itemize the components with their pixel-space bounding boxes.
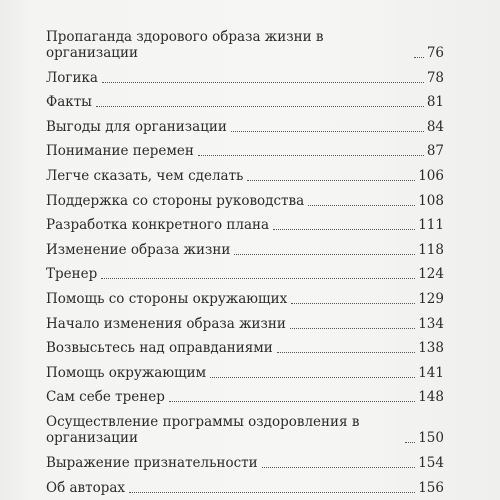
toc-entry-title: Факты xyxy=(46,94,92,111)
toc-entry-page: 154 xyxy=(418,454,444,471)
toc-entry-page: 106 xyxy=(418,167,444,184)
toc-entry xyxy=(46,86,444,111)
toc-entry-page: 108 xyxy=(418,192,444,209)
toc-entry-page: 124 xyxy=(418,266,444,283)
toc-entry-title: Выражение признательности xyxy=(46,454,258,471)
table-of-contents xyxy=(46,20,444,496)
toc-entry-page: 129 xyxy=(418,290,444,307)
toc-entry xyxy=(46,20,444,61)
dot-leader xyxy=(262,467,416,468)
dot-leader xyxy=(277,352,415,353)
toc-entry-title: Понимание перемен xyxy=(46,143,194,160)
dot-leader xyxy=(291,303,415,304)
toc-entry-title: Изменение образа жизни xyxy=(46,241,231,258)
toc-entry-page: 87 xyxy=(426,143,444,160)
toc-entry-title: Об авторах xyxy=(46,479,126,496)
dot-leader xyxy=(290,328,415,329)
toc-entry-page: 81 xyxy=(426,94,444,111)
dot-leader xyxy=(234,254,415,255)
toc-entry-title: Тренер xyxy=(46,266,98,283)
dot-leader xyxy=(210,377,415,378)
toc-entry xyxy=(46,110,444,135)
toc-entry-title: Разработка конкретного плана xyxy=(46,217,270,234)
toc-entry xyxy=(46,61,444,86)
toc-entry-title: Поддержка со стороны руководства xyxy=(46,192,305,209)
toc-entry-page: 76 xyxy=(426,45,444,61)
toc-entry xyxy=(46,282,444,307)
toc-entry-title: Осуществление программы оздоровления в организации xyxy=(46,414,360,447)
toc-entry-page: 148 xyxy=(418,389,444,406)
dot-leader xyxy=(231,131,424,132)
toc-entry-title: Логика xyxy=(46,69,98,86)
toc-entry-page: 138 xyxy=(418,340,444,357)
dot-leader xyxy=(102,82,424,83)
toc-entry-page: 84 xyxy=(426,118,444,135)
dot-leader xyxy=(308,205,415,206)
toc-entry xyxy=(46,184,444,209)
dot-leader xyxy=(96,106,424,107)
dot-leader xyxy=(247,180,415,181)
toc-entry-page: 78 xyxy=(426,69,444,86)
toc-entry-title: Пропаганда здорового образа жизни в организации xyxy=(46,29,324,61)
dot-leader xyxy=(198,155,424,156)
toc-entry xyxy=(46,233,444,258)
toc-entry xyxy=(46,258,444,283)
toc-entry xyxy=(46,135,444,160)
toc-entry-title: Сам себе тренер xyxy=(46,389,165,406)
toc-entry xyxy=(46,332,444,357)
toc-entry-page: 141 xyxy=(418,364,444,381)
toc-entry xyxy=(46,209,444,234)
toc-entry-page: 156 xyxy=(418,479,444,496)
toc-entry-page: 134 xyxy=(418,315,444,332)
dot-leader xyxy=(101,278,415,279)
dot-leader xyxy=(169,401,415,402)
toc-entry xyxy=(46,446,444,471)
toc-entry-title: Начало изменения образа жизни xyxy=(46,315,286,332)
toc-entry xyxy=(46,381,444,406)
toc-entry xyxy=(46,471,444,496)
toc-entry xyxy=(46,405,444,446)
dot-leader xyxy=(414,57,424,58)
toc-entry-title: Помощь со стороны окружающих xyxy=(46,290,288,307)
toc-entry-title: Легче сказать, чем сделать xyxy=(46,167,244,184)
dot-leader xyxy=(129,492,415,493)
dot-leader xyxy=(405,442,415,443)
toc-entry-page: 111 xyxy=(418,217,444,234)
toc-entry-page: 118 xyxy=(418,241,444,258)
toc-entry-page: 150 xyxy=(418,430,444,447)
toc-entry-title: Выгоды для организации xyxy=(46,118,227,135)
toc-entry-title: Помощь окружающим xyxy=(46,364,207,381)
toc-entry xyxy=(46,356,444,381)
dot-leader xyxy=(273,229,415,230)
toc-entry xyxy=(46,307,444,332)
toc-entry xyxy=(46,159,444,184)
toc-entry-title: Возвысьтесь над оправданиями xyxy=(46,340,273,357)
